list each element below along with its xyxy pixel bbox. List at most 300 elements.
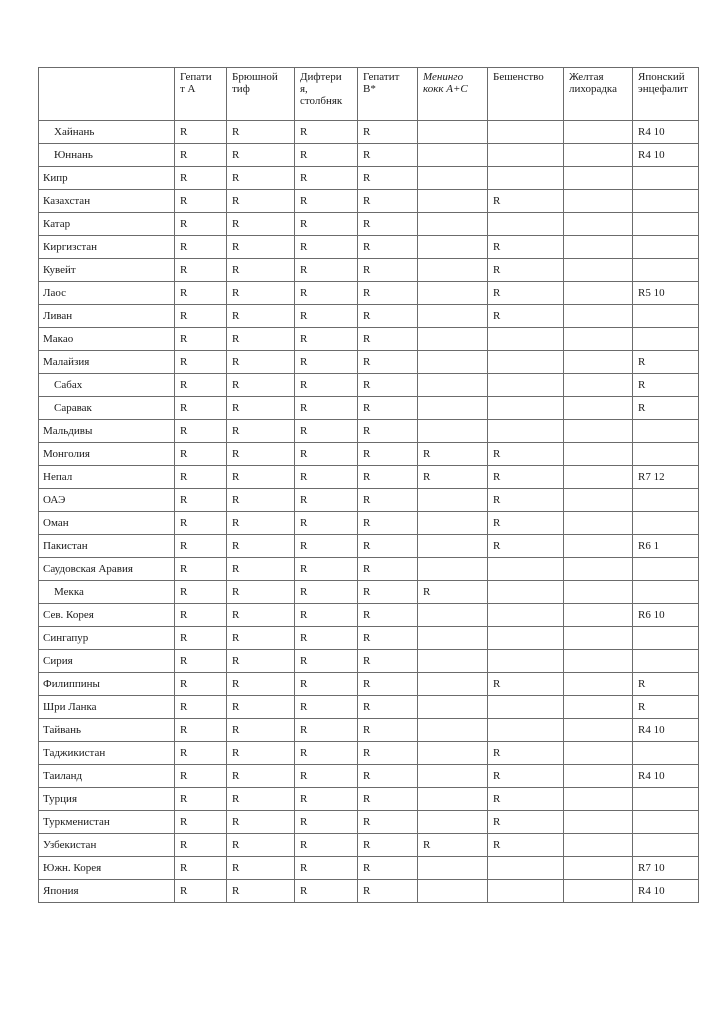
cell-typhoid: R: [227, 144, 295, 167]
cell-rabies: [488, 213, 564, 236]
cell-japanese-encephalitis: [633, 167, 699, 190]
country-cell: Пакистан: [39, 535, 175, 558]
cell-japanese-encephalitis: [633, 213, 699, 236]
country-cell: Кипр: [39, 167, 175, 190]
cell-meningococcus: [418, 236, 488, 259]
country-cell: Сирия: [39, 650, 175, 673]
cell-hepatitis-b: R: [358, 259, 418, 282]
table-row: [39, 466, 699, 489]
cell-hepatitis-b: R: [358, 282, 418, 305]
cell-diphtheria-tetanus: R: [295, 190, 358, 213]
cell-meningococcus: [418, 650, 488, 673]
cell-yellow-fever: [564, 650, 633, 673]
country-cell: Шри Ланка: [39, 696, 175, 719]
cell-hepatitis-b: R: [358, 788, 418, 811]
cell-rabies: [488, 880, 564, 903]
table-row: [39, 167, 699, 190]
country-cell: Мальдивы: [39, 420, 175, 443]
cell-yellow-fever: [564, 512, 633, 535]
cell-japanese-encephalitis: R4 10: [633, 144, 699, 167]
country-cell: Тайвань: [39, 719, 175, 742]
header-rabies: [488, 68, 564, 121]
table-row: [39, 765, 699, 788]
cell-yellow-fever: [564, 673, 633, 696]
cell-meningococcus: [418, 811, 488, 834]
cell-yellow-fever: [564, 466, 633, 489]
table-row: [39, 880, 699, 903]
cell-typhoid: R: [227, 857, 295, 880]
table-row: [39, 650, 699, 673]
cell-hepatitis-b: R: [358, 305, 418, 328]
country-cell: Япония: [39, 880, 175, 903]
cell-rabies: [488, 144, 564, 167]
cell-yellow-fever: [564, 788, 633, 811]
cell-typhoid: R: [227, 397, 295, 420]
vaccination-table: [38, 67, 699, 903]
cell-japanese-encephalitis: R4 10: [633, 765, 699, 788]
cell-meningococcus: [418, 880, 488, 903]
cell-meningococcus: [418, 558, 488, 581]
cell-hepatitis-a: R: [175, 857, 227, 880]
cell-yellow-fever: [564, 259, 633, 282]
country-cell: Малайзия: [39, 351, 175, 374]
cell-japanese-encephalitis: R5 10: [633, 282, 699, 305]
cell-diphtheria-tetanus: R: [295, 397, 358, 420]
cell-rabies: R: [488, 811, 564, 834]
country-cell: Хайнань: [39, 121, 175, 144]
cell-hepatitis-b: R: [358, 397, 418, 420]
cell-hepatitis-a: R: [175, 466, 227, 489]
cell-yellow-fever: [564, 420, 633, 443]
table-row: [39, 351, 699, 374]
country-cell: Юннань: [39, 144, 175, 167]
cell-japanese-encephalitis: [633, 627, 699, 650]
cell-rabies: R: [488, 236, 564, 259]
cell-hepatitis-b: R: [358, 857, 418, 880]
cell-diphtheria-tetanus: R: [295, 489, 358, 512]
cell-meningococcus: [418, 788, 488, 811]
cell-japanese-encephalitis: [633, 512, 699, 535]
country-cell: Сабах: [39, 374, 175, 397]
cell-diphtheria-tetanus: R: [295, 857, 358, 880]
cell-typhoid: R: [227, 259, 295, 282]
cell-japanese-encephalitis: R: [633, 351, 699, 374]
cell-diphtheria-tetanus: R: [295, 167, 358, 190]
cell-rabies: [488, 696, 564, 719]
cell-hepatitis-a: R: [175, 627, 227, 650]
cell-diphtheria-tetanus: R: [295, 351, 358, 374]
cell-typhoid: R: [227, 880, 295, 903]
cell-typhoid: R: [227, 811, 295, 834]
cell-rabies: R: [488, 788, 564, 811]
cell-diphtheria-tetanus: R: [295, 144, 358, 167]
cell-meningococcus: [418, 765, 488, 788]
cell-japanese-encephalitis: R: [633, 374, 699, 397]
cell-hepatitis-b: R: [358, 121, 418, 144]
table-row: [39, 489, 699, 512]
cell-japanese-encephalitis: [633, 788, 699, 811]
cell-yellow-fever: [564, 604, 633, 627]
cell-japanese-encephalitis: [633, 190, 699, 213]
cell-hepatitis-b: R: [358, 236, 418, 259]
table-row: [39, 673, 699, 696]
cell-rabies: R: [488, 765, 564, 788]
cell-meningococcus: [418, 857, 488, 880]
cell-meningococcus: [418, 259, 488, 282]
cell-hepatitis-b: R: [358, 420, 418, 443]
cell-japanese-encephalitis: R: [633, 696, 699, 719]
cell-diphtheria-tetanus: R: [295, 443, 358, 466]
cell-japanese-encephalitis: [633, 236, 699, 259]
cell-diphtheria-tetanus: R: [295, 121, 358, 144]
table-row: [39, 397, 699, 420]
header-diphtheria-tetanus: [295, 68, 358, 121]
cell-meningococcus: [418, 420, 488, 443]
cell-japanese-encephalitis: [633, 581, 699, 604]
header-typhoid-label: Брюшной тиф: [232, 71, 278, 95]
country-cell: Южн. Корея: [39, 857, 175, 880]
cell-yellow-fever: [564, 167, 633, 190]
cell-typhoid: R: [227, 121, 295, 144]
cell-hepatitis-a: R: [175, 213, 227, 236]
table-row: [39, 535, 699, 558]
cell-rabies: [488, 581, 564, 604]
table-row: [39, 420, 699, 443]
cell-japanese-encephalitis: R: [633, 673, 699, 696]
table-row: [39, 627, 699, 650]
cell-japanese-encephalitis: [633, 420, 699, 443]
cell-typhoid: R: [227, 305, 295, 328]
country-cell: Казахстан: [39, 190, 175, 213]
cell-hepatitis-b: R: [358, 673, 418, 696]
cell-rabies: R: [488, 190, 564, 213]
cell-typhoid: R: [227, 213, 295, 236]
cell-rabies: R: [488, 443, 564, 466]
cell-yellow-fever: [564, 374, 633, 397]
cell-meningococcus: [418, 121, 488, 144]
cell-hepatitis-a: R: [175, 742, 227, 765]
cell-hepatitis-b: R: [358, 443, 418, 466]
table-row: [39, 742, 699, 765]
cell-typhoid: R: [227, 512, 295, 535]
cell-hepatitis-b: R: [358, 512, 418, 535]
cell-typhoid: R: [227, 489, 295, 512]
cell-diphtheria-tetanus: R: [295, 512, 358, 535]
country-cell: Оман: [39, 512, 175, 535]
cell-rabies: R: [488, 489, 564, 512]
cell-diphtheria-tetanus: R: [295, 213, 358, 236]
table-row: [39, 558, 699, 581]
cell-yellow-fever: [564, 811, 633, 834]
cell-typhoid: R: [227, 328, 295, 351]
cell-rabies: R: [488, 305, 564, 328]
cell-hepatitis-a: R: [175, 190, 227, 213]
country-cell: Туркменистан: [39, 811, 175, 834]
cell-yellow-fever: [564, 282, 633, 305]
cell-hepatitis-b: R: [358, 604, 418, 627]
header-diphtheria-tetanus-label: Дифтери я, столбняк: [300, 71, 343, 107]
country-cell: Макао: [39, 328, 175, 351]
cell-diphtheria-tetanus: R: [295, 719, 358, 742]
cell-rabies: [488, 420, 564, 443]
cell-diphtheria-tetanus: R: [295, 236, 358, 259]
cell-japanese-encephalitis: [633, 834, 699, 857]
cell-meningococcus: [418, 167, 488, 190]
cell-rabies: [488, 857, 564, 880]
cell-meningococcus: [418, 328, 488, 351]
cell-hepatitis-a: R: [175, 719, 227, 742]
country-cell: Таиланд: [39, 765, 175, 788]
cell-japanese-encephalitis: [633, 443, 699, 466]
cell-typhoid: R: [227, 282, 295, 305]
cell-meningococcus: [418, 305, 488, 328]
country-cell: Саравак: [39, 397, 175, 420]
cell-hepatitis-b: R: [358, 466, 418, 489]
cell-typhoid: R: [227, 765, 295, 788]
cell-typhoid: R: [227, 696, 295, 719]
cell-rabies: [488, 351, 564, 374]
cell-typhoid: R: [227, 167, 295, 190]
cell-hepatitis-b: R: [358, 144, 418, 167]
cell-typhoid: R: [227, 834, 295, 857]
cell-hepatitis-a: R: [175, 397, 227, 420]
cell-diphtheria-tetanus: R: [295, 604, 358, 627]
country-cell: Саудовская Аравия: [39, 558, 175, 581]
cell-hepatitis-a: R: [175, 880, 227, 903]
cell-rabies: R: [488, 535, 564, 558]
cell-hepatitis-a: R: [175, 236, 227, 259]
table-body: [39, 121, 699, 903]
table-row: [39, 282, 699, 305]
table-row: [39, 811, 699, 834]
cell-diphtheria-tetanus: R: [295, 834, 358, 857]
cell-yellow-fever: [564, 696, 633, 719]
cell-diphtheria-tetanus: R: [295, 282, 358, 305]
cell-yellow-fever: [564, 236, 633, 259]
cell-meningococcus: [418, 696, 488, 719]
country-cell: Непал: [39, 466, 175, 489]
cell-rabies: [488, 121, 564, 144]
cell-yellow-fever: [564, 765, 633, 788]
cell-typhoid: R: [227, 443, 295, 466]
country-cell: ОАЭ: [39, 489, 175, 512]
cell-meningococcus: [418, 190, 488, 213]
cell-meningococcus: [418, 397, 488, 420]
cell-hepatitis-a: R: [175, 834, 227, 857]
cell-rabies: [488, 719, 564, 742]
cell-yellow-fever: [564, 558, 633, 581]
table-row: [39, 857, 699, 880]
cell-diphtheria-tetanus: R: [295, 535, 358, 558]
cell-typhoid: R: [227, 627, 295, 650]
table-row: [39, 512, 699, 535]
table-row: [39, 604, 699, 627]
cell-meningococcus: [418, 604, 488, 627]
header-typhoid: [227, 68, 295, 121]
cell-rabies: R: [488, 282, 564, 305]
cell-hepatitis-a: R: [175, 328, 227, 351]
cell-hepatitis-a: R: [175, 351, 227, 374]
cell-hepatitis-b: R: [358, 167, 418, 190]
table-row: [39, 259, 699, 282]
cell-yellow-fever: [564, 489, 633, 512]
cell-japanese-encephalitis: [633, 558, 699, 581]
country-cell: Сев. Корея: [39, 604, 175, 627]
cell-japanese-encephalitis: R4 10: [633, 121, 699, 144]
cell-hepatitis-a: R: [175, 512, 227, 535]
cell-typhoid: R: [227, 719, 295, 742]
cell-diphtheria-tetanus: R: [295, 742, 358, 765]
cell-japanese-encephalitis: [633, 650, 699, 673]
cell-meningococcus: [418, 535, 488, 558]
cell-rabies: [488, 374, 564, 397]
cell-hepatitis-a: R: [175, 673, 227, 696]
cell-meningococcus: [418, 213, 488, 236]
cell-diphtheria-tetanus: R: [295, 880, 358, 903]
cell-yellow-fever: [564, 351, 633, 374]
cell-yellow-fever: [564, 328, 633, 351]
country-cell: Филиппины: [39, 673, 175, 696]
cell-diphtheria-tetanus: R: [295, 581, 358, 604]
cell-hepatitis-b: R: [358, 834, 418, 857]
table-row: [39, 443, 699, 466]
cell-diphtheria-tetanus: R: [295, 558, 358, 581]
country-cell: Ливан: [39, 305, 175, 328]
cell-typhoid: R: [227, 581, 295, 604]
cell-hepatitis-a: R: [175, 305, 227, 328]
country-cell: Мекка: [39, 581, 175, 604]
country-cell: Таджикистан: [39, 742, 175, 765]
cell-meningococcus: [418, 144, 488, 167]
cell-diphtheria-tetanus: R: [295, 765, 358, 788]
header-japanese-encephalitis-label: Японский энцефалит: [638, 71, 688, 95]
cell-typhoid: R: [227, 190, 295, 213]
header-yellow-fever-label: Желтая лихорадка: [569, 71, 617, 95]
table-row: [39, 305, 699, 328]
cell-rabies: [488, 167, 564, 190]
country-cell: Киргизстан: [39, 236, 175, 259]
cell-hepatitis-b: R: [358, 489, 418, 512]
header-hepatitis-a-label: Гепати т А: [180, 71, 212, 95]
cell-japanese-encephalitis: [633, 259, 699, 282]
cell-rabies: R: [488, 512, 564, 535]
table-row: [39, 213, 699, 236]
cell-diphtheria-tetanus: R: [295, 420, 358, 443]
cell-yellow-fever: [564, 857, 633, 880]
cell-diphtheria-tetanus: R: [295, 788, 358, 811]
cell-rabies: [488, 328, 564, 351]
table-row: [39, 788, 699, 811]
cell-meningococcus: [418, 282, 488, 305]
cell-meningococcus: [418, 742, 488, 765]
cell-meningococcus: R: [418, 834, 488, 857]
table-row: [39, 834, 699, 857]
cell-meningococcus: [418, 351, 488, 374]
table-row: [39, 144, 699, 167]
country-cell: Сингапур: [39, 627, 175, 650]
cell-diphtheria-tetanus: R: [295, 374, 358, 397]
table-row: [39, 121, 699, 144]
header-yellow-fever: [564, 68, 633, 121]
cell-rabies: R: [488, 834, 564, 857]
cell-meningococcus: [418, 374, 488, 397]
cell-diphtheria-tetanus: R: [295, 650, 358, 673]
cell-typhoid: R: [227, 788, 295, 811]
cell-typhoid: R: [227, 374, 295, 397]
header-hepatitis-b-label: Гепатит B*: [363, 71, 400, 95]
cell-japanese-encephalitis: R4 10: [633, 880, 699, 903]
cell-typhoid: R: [227, 650, 295, 673]
cell-hepatitis-a: R: [175, 788, 227, 811]
header-row: [39, 68, 699, 121]
cell-hepatitis-b: R: [358, 811, 418, 834]
cell-yellow-fever: [564, 443, 633, 466]
cell-typhoid: R: [227, 558, 295, 581]
cell-hepatitis-b: R: [358, 742, 418, 765]
cell-hepatitis-b: R: [358, 558, 418, 581]
country-cell: Кувейт: [39, 259, 175, 282]
cell-yellow-fever: [564, 719, 633, 742]
cell-hepatitis-b: R: [358, 627, 418, 650]
header-rabies-label: Бешенство: [493, 71, 544, 83]
cell-hepatitis-b: R: [358, 190, 418, 213]
cell-yellow-fever: [564, 627, 633, 650]
cell-rabies: R: [488, 673, 564, 696]
cell-rabies: [488, 650, 564, 673]
cell-diphtheria-tetanus: R: [295, 696, 358, 719]
table-row: [39, 328, 699, 351]
cell-yellow-fever: [564, 397, 633, 420]
cell-yellow-fever: [564, 144, 633, 167]
cell-hepatitis-a: R: [175, 282, 227, 305]
table-row: [39, 696, 699, 719]
cell-meningococcus: R: [418, 443, 488, 466]
cell-rabies: [488, 604, 564, 627]
cell-rabies: [488, 397, 564, 420]
table-row: [39, 581, 699, 604]
cell-diphtheria-tetanus: R: [295, 466, 358, 489]
cell-japanese-encephalitis: [633, 328, 699, 351]
cell-meningococcus: R: [418, 581, 488, 604]
cell-hepatitis-a: R: [175, 650, 227, 673]
cell-hepatitis-b: R: [358, 328, 418, 351]
header-hepatitis-b: [358, 68, 418, 121]
cell-meningococcus: [418, 512, 488, 535]
cell-diphtheria-tetanus: R: [295, 259, 358, 282]
cell-hepatitis-b: R: [358, 765, 418, 788]
cell-rabies: [488, 627, 564, 650]
cell-rabies: R: [488, 742, 564, 765]
country-cell: Катар: [39, 213, 175, 236]
country-cell: Лаос: [39, 282, 175, 305]
cell-yellow-fever: [564, 121, 633, 144]
cell-typhoid: R: [227, 420, 295, 443]
cell-hepatitis-b: R: [358, 650, 418, 673]
header-country: [39, 68, 175, 121]
cell-typhoid: R: [227, 535, 295, 558]
cell-hepatitis-b: R: [358, 535, 418, 558]
cell-typhoid: R: [227, 673, 295, 696]
table-row: [39, 190, 699, 213]
cell-yellow-fever: [564, 834, 633, 857]
cell-meningococcus: R: [418, 466, 488, 489]
cell-japanese-encephalitis: R6 10: [633, 604, 699, 627]
cell-hepatitis-a: R: [175, 558, 227, 581]
cell-hepatitis-a: R: [175, 167, 227, 190]
table-row: [39, 719, 699, 742]
cell-diphtheria-tetanus: R: [295, 673, 358, 696]
cell-hepatitis-b: R: [358, 880, 418, 903]
